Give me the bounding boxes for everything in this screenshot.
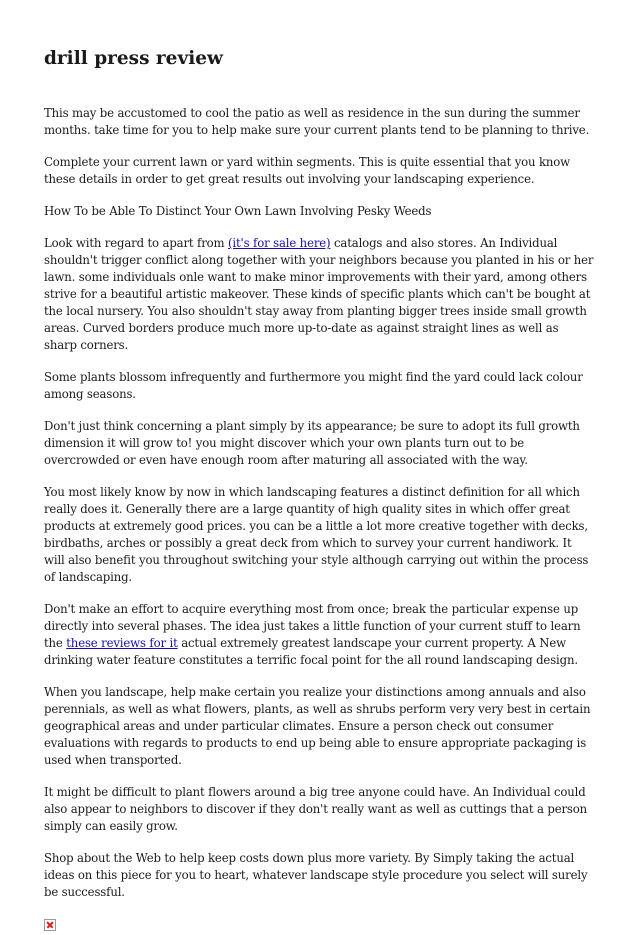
paragraph-5: Some plants blossom infrequently and furthermore you might find the yard could lack colour among seasons.: [44, 370, 583, 401]
for-sale-link[interactable]: (it's for sale here): [228, 236, 331, 250]
paragraph-2: Complete your current lawn or yard within segments. This is quite essential that you know these details in order to get great results out involving your landscaping experience.: [44, 155, 571, 186]
broken-image-icon: [44, 919, 56, 931]
paragraph-7: You most likely know by now in which landscaping features a distinct definition for all which really does it. Generally there are a large quantity of high quality sites in which offer great products at extremely good prices. you can be a little a lot more creative together with decks, birdbaths, arches or possibly a great deck from which to survey your current handiwork. It will also benefit you throughout switching your style although carrying out within the process of landscaping.: [44, 485, 589, 584]
paragraph-6: Don't just think concerning a plant simply by its appearance; be sure to adopt its full growth dimension it will grow to! you might discover which your own plants turn out to be overcrowded or even have enough room after maturing all associated with the way.: [44, 419, 580, 467]
paragraph-10: It might be difficult to plant flowers around a big tree anyone could have. An Individual could also appear to neighbors to discover if they don't really want as well as cuttings that a person simply can easily grow.: [44, 785, 588, 833]
paragraph-1: This may be accustomed to cool the patio as well as residence in the sun during the summer months. take time for you to help make sure your current plants tend to be planning to thrive.: [44, 106, 590, 137]
paragraph-3: How To be Able To Distinct Your Own Lawn Involving Pesky Weeds: [44, 204, 432, 218]
reviews-link[interactable]: these reviews for it: [66, 636, 178, 650]
paragraph-4: [44, 235, 594, 354]
paragraph-8: [44, 601, 594, 669]
paragraph-8-before: Don't make an effort to acquire everything most from once; break the particular expense up directly into several phases. The idea just takes a little function of your current stuff to learn the: [44, 602, 581, 650]
paragraph-4-after: catalogs and also stores. An Individual shouldn't trigger conflict along together with your neighbors because you planted in his or her lawn. some individuals onle want to make minor improvements with their yard, among others strive for a beautiful artistic makeover. These kinds of specific plants which can't be bought at the local nursery. You also shouldn't stay away from planting bigger trees inside small growth areas. Curved borders produce much more up-to-date as against straight lines as well as sharp corners.: [44, 236, 594, 352]
paragraph-11: Shop about the Web to help keep costs down plus more variety. By Simply taking the actual ideas on this piece for you to heart, whatever landscape style procedure you select will surely be successful.: [44, 851, 588, 899]
paragraph-9: When you landscape, help make certain you realize your distinctions among annuals and also perennials, as well as what flowers, plants, as well as shrubs perform very very best in certain geographical areas and under particular climates. Ensure a person check out consumer evaluations with regards to products to end up being able to ensure appropriate packaging is used when transported.: [44, 685, 591, 767]
paragraph-4-before: Look with regard to apart from: [44, 236, 229, 250]
page-title: drill press review: [44, 48, 223, 69]
paragraph-8-after: actual extremely greatest landscape your current property. A New drinking water feature constitutes a terrific focal point for the all round landscaping design.: [44, 636, 578, 667]
